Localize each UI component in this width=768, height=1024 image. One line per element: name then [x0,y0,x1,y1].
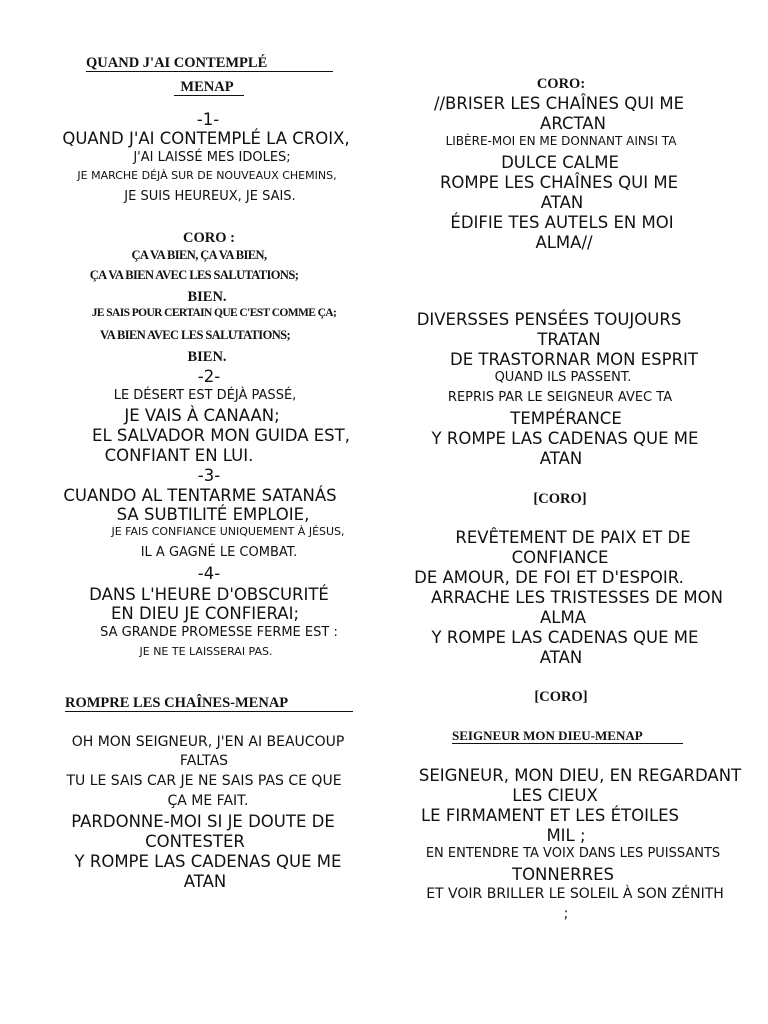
lyric-line: MIL ; [546,826,586,845]
lyric-line: QUAND J'AI CONTEMPLÉ LA CROIX, [62,129,350,148]
chorus-line: ALMA// [535,233,593,252]
lyric-line: DANS L'HEURE D'OBSCURITÉ [89,585,329,604]
chorus-line: ÇA VA BIEN, ÇA VA BIEN, [131,248,267,262]
chorus-reference: [CORO] [534,689,588,705]
lyric-line: QUAND ILS PASSENT. [494,370,632,385]
lyric-line: FALTAS [179,753,229,769]
lyric-line: TU LE SAIS CAR JE NE SAIS PAS CE QUE [66,773,342,789]
title-underline [65,711,353,712]
lyric-line: Y ROMPE LAS CADENAS QUE ME [74,852,342,871]
chorus-line: DULCE CALME [501,153,619,172]
lyric-line: JE SUIS HEUREUX, JE SAIS. [124,189,296,204]
lyric-line: PARDONNE-MOI SI JE DOUTE DE [71,812,335,831]
chorus-line: BIEN. [187,289,227,305]
lyric-line: EL SALVADOR MON GUIDA EST, [92,426,350,445]
lyric-line: DE AMOUR, DE FOI ET D'ESPOIR. [414,568,684,587]
chorus-line: VA BIEN AVEC LES SALUTATIONS; [99,328,291,342]
lyric-line: CONTESTER [145,832,245,851]
title-underline [86,71,333,72]
lyric-line: Y ROMPE LAS CADENAS QUE ME [431,429,699,448]
lyric-line: CONFIANCE [511,548,609,567]
lyric-line: ET VOIR BRILLER LE SOLEIL À SON ZÉNITH [426,886,724,902]
lyric-line: SA GRANDE PROMESSE FERME EST : [100,625,338,640]
chorus-line: LIBÈRE-MOI EN ME DONNANT AINSI TA [445,134,677,148]
chorus-line: ÉDIFIE TES AUTELS EN MOI [450,213,674,232]
chorus-line: JE SAIS POUR CERTAIN QUE C'EST COMME ÇA; [91,307,337,319]
lyric-line: JE FAIS CONFIANCE UNIQUEMENT À JÉSUS, [111,525,345,538]
song-title: ROMPRE LES CHAÎNES-MENAP [65,695,289,711]
lyric-line: EN DIEU JE CONFIERAI; [110,604,300,623]
lyric-line: REVÊTEMENT DE PAIX ET DE [455,528,691,547]
chorus-line: //BRISER LES CHAÎNES QUI ME [433,94,685,113]
lyric-line: LE DÉSERT EST DÉJÀ PASSÉ, [113,388,297,403]
lyric-line: DE TRASTORNAR MON ESPRIT [450,350,698,369]
lyric-line: JE VAIS À CANAAN; [124,406,280,425]
lyric-line: ARRACHE LES TRISTESSES DE MON [431,588,723,607]
lyric-line: ATAN [183,872,227,891]
chorus-line: ARCTAN [540,114,606,133]
verse-number: -1- [196,110,220,129]
lyric-line: TEMPÉRANCE [510,409,622,428]
lyric-line: LE FIRMAMENT ET LES ÉTOILES [420,806,680,825]
lyric-line: EN ENTENDRE TA VOIX DANS LES PUISSANTS [425,846,721,861]
lyric-line: TONNERRES [511,865,615,884]
chorus-label: CORO : [183,230,235,246]
verse-number: -4- [197,564,221,583]
verse-number: -3- [197,466,221,485]
chorus-line: ATAN [540,193,584,212]
chorus-reference: [CORO] [533,491,587,507]
lyric-line: Y ROMPE LAS CADENAS QUE ME [431,628,699,647]
chorus-line: BIEN. [187,349,227,365]
lyric-line: LES CIEUX [512,786,598,805]
chorus-line: ÇA VA BIEN AVEC LES SALUTATIONS; [89,268,299,282]
lyric-line: TRATAN [537,330,601,349]
title-sub-underline [174,95,244,96]
lyric-line: CONFIANT EN LUI. [104,446,254,465]
lyric-line: IL A GAGNÉ LE COMBAT. [140,545,298,560]
verse-number: -2- [197,367,221,386]
lyric-line: ; [563,906,569,922]
lyric-line: SA SUBTILITÉ EMPLOIE, [116,505,310,524]
chorus-label: CORO: [536,76,586,92]
lyric-line: ÇA ME FAIT. [167,793,249,809]
lyric-line: REPRIS PAR LE SEIGNEUR AVEC TA [447,390,673,405]
title-underline [452,743,683,744]
lyric-line: ATAN [539,648,583,667]
song-title-sub: MENAP [180,79,234,95]
lyric-line: JE MARCHE DÉJÀ SUR DE NOUVEAUX CHEMINS, [77,169,337,182]
song-title: QUAND J'AI CONTEMPLÉ [86,55,268,71]
lyric-line: J'AI LAISSÉ MES IDOLES; [133,150,291,165]
chorus-line: ROMPE LES CHAÎNES QUI ME [439,173,679,192]
song-title: SEIGNEUR MON DIEU-MENAP [452,728,643,743]
lyric-line: JE NE TE LAISSERAI PAS. [139,645,273,658]
lyric-line: ALMA [539,608,587,627]
lyric-line: OH MON SEIGNEUR, J'EN AI BEAUCOUP [71,734,345,750]
lyric-line: CUANDO AL TENTARME SATANÁS [63,486,337,505]
lyric-line: SEIGNEUR, MON DIEU, EN REGARDANT [418,766,742,785]
lyric-line: DIVERSSES PENSÉES TOUJOURS [416,310,682,329]
lyric-line: ATAN [539,449,583,468]
